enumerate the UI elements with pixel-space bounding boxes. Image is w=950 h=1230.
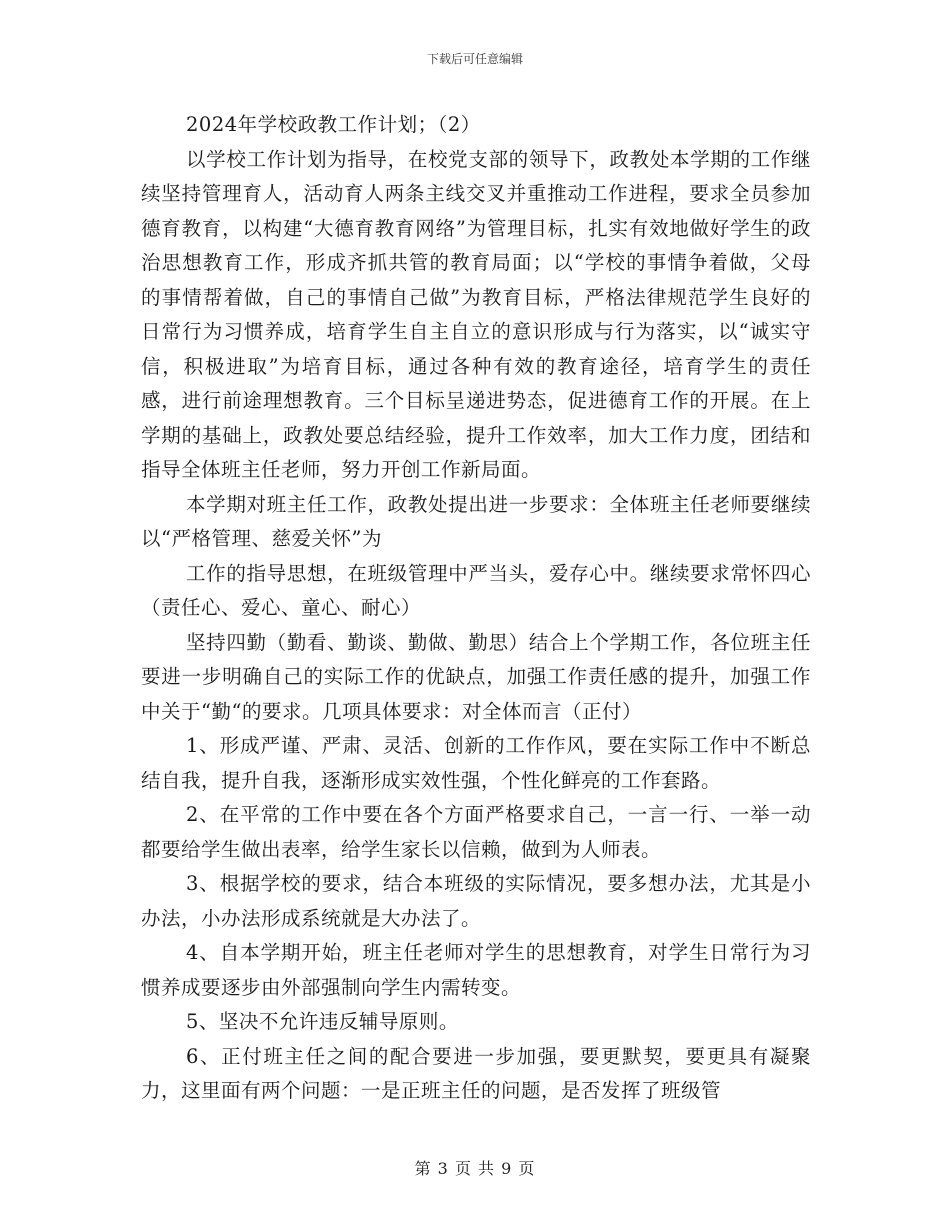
list-item: 6、正付班主任之间的配合要进一步加强，要更默契，要更具有凝聚力，这里面有两个问题：一是正班主任的问题，是否发挥了班级管: [141, 1044, 811, 1102]
paragraph: 坚持四勤（勤看、勤谈、勤做、勤思）结合上个学期工作，各位班主任要进一步明确自己的实际工作的优缺点，加强工作责任感的提升，加强工作中关于“勤“的要求。几项具体要求：对全体而言（正付）: [141, 630, 811, 723]
page-header-note: 下载后可任意编辑: [426, 52, 523, 66]
list-item: 1、形成严谨、严肃、灵活、创新的工作作风，要在实际工作中不断总结自我，提升自我，逐渐形成实效性强，个性化鲜亮的工作套路。: [141, 734, 811, 792]
list-item: 5、坚决不允许违反辅导原则。: [186, 1010, 459, 1033]
list-item: 3、根据学校的要求，结合本班级的实际情况，要多想办法，尤其是小办法，小办法形成系统就是大办法了。: [141, 872, 811, 930]
list-item: 2、在平常的工作中要在各个方面严格要求自己，一言一行、一举一动都要给学生做出表率，给学生家长以信赖，做到为人师表。: [141, 803, 811, 861]
paragraph: 本学期对班主任工作，政教处提出进一步要求：全体班主任老师要继续以“严格管理、慈爱关怀”为: [141, 492, 811, 550]
paragraph: 以学校工作计划为指导，在校党支部的领导下，政教处本学期的工作继续坚持管理育人，活动育人两条主线交叉并重推动工作进程，要求全员参加德育教育，以构建“大德育教育网络”为管理目标，扎实有效地做好学生的政治思想教育工作，形成齐抓共管的教育局面；以“学校的事情争着做，父母的事情帮着做，自己的事情自己做”为教育目标，严格法律规范学生良好的日常行为习惯养成，培育学生自主自立的意识形成与行为落实，以“诚实守信，积极进取”为培育目标，通过各种有效的教育途径，培育学生的责任感，进行前途理想教育。三个目标呈递进势态，促进德育工作的开展。在上学期的基础上，政教处要总结经验，提升工作效率，加大工作力度，团结和指导全体班主任老师，努力开创工作新局面。: [141, 147, 811, 481]
page-number: 第 3 页 共 9 页: [414, 1159, 536, 1178]
paragraph: 工作的指导思想，在班级管理中严当头，爱存心中。继续要求常怀四心（责任心、爱心、童心、耐心）: [141, 561, 811, 619]
document-title: 2024年学校政教工作计划；（2）: [186, 113, 481, 136]
list-item: 4、自本学期开始，班主任老师对学生的思想教育，对学生日常行为习惯养成要逐步由外部强制向学生内需转变。: [141, 941, 811, 999]
document-body: [141, 108, 811, 1109]
